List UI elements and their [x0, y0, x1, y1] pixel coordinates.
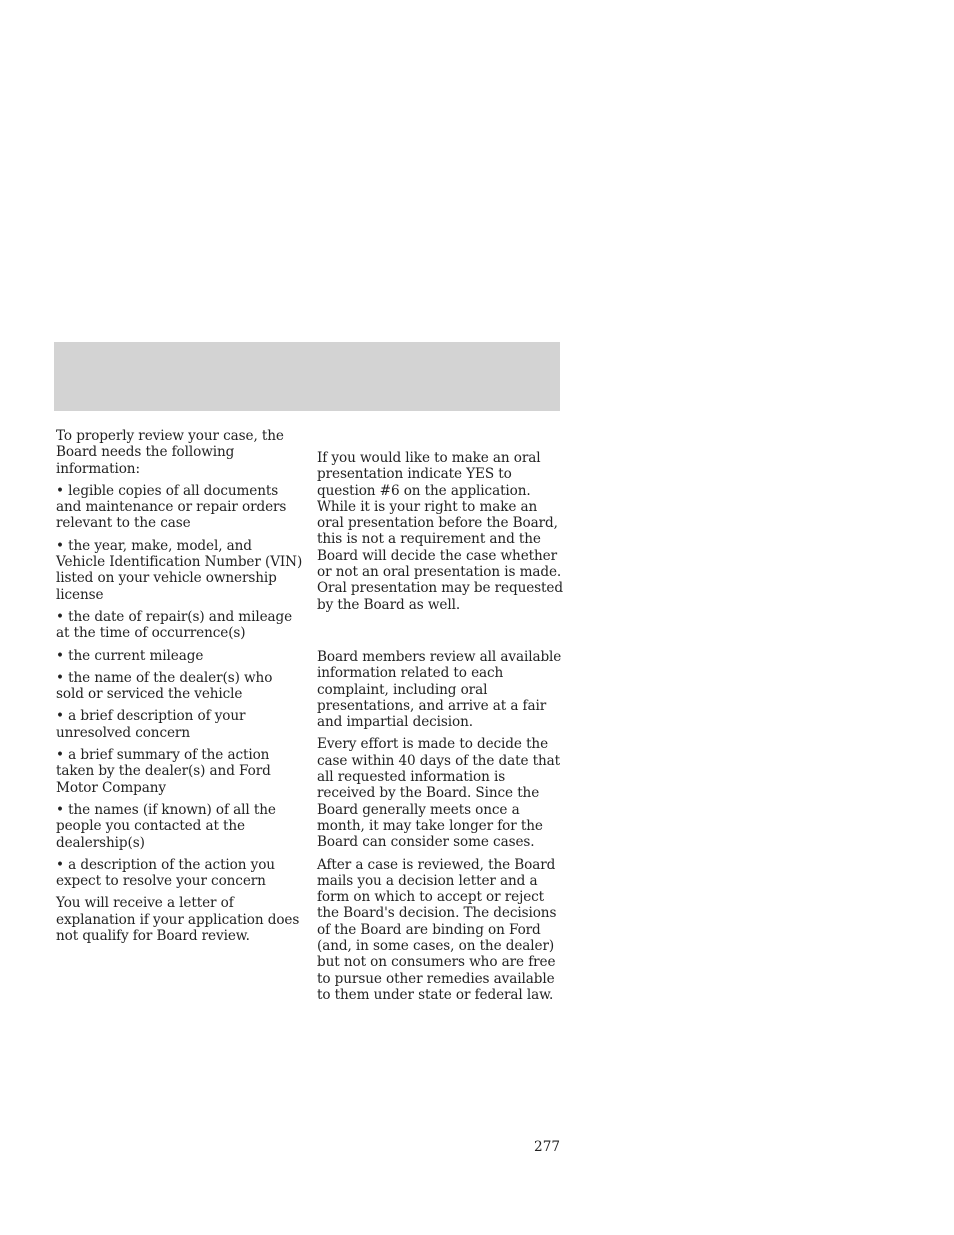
bullet-icon: • — [56, 669, 64, 686]
left-column — [56, 428, 304, 950]
list-item: • the current mileage — [56, 647, 204, 664]
decision-paragraph: After a case is reviewed, the Board mails you a decision letter and a form on which to accept or reject the Board's decision. The decisions of the Board are binding on Ford (and, in some cases, on the dealer) but not on consumers who are free to pursue other remedies available to them under state or federal law. — [317, 856, 557, 1003]
list-item: • the name of the dealer(s) who sold or serviced the vehicle — [56, 669, 273, 703]
list-item: • a brief description of your unresolved concern — [56, 708, 246, 741]
review-paragraph: Board members review all available information related to each complaint, including oral presentations, and arrive at a fair and impartial decision. — [317, 648, 562, 731]
closing-paragraph: You will receive a letter of explanation if your application does not qualify for Board review. — [56, 895, 300, 945]
oral-presentation-paragraph: If you would like to make an oral presentation indicate YES to question #6 on the application. While it is your right to make an oral presentation before the Board, this is not a requirement and the Board will decide the case whether or not an oral presentation is made. Oral presentation may be requested by the Board as well. — [317, 450, 563, 613]
bullet-icon: • — [56, 801, 64, 818]
list-item: • a description of the action you expect to resolve your concern — [56, 856, 275, 890]
bullet-icon: • — [56, 856, 64, 873]
bullet-icon: • — [56, 608, 64, 625]
bullet-icon: • — [56, 482, 64, 499]
list-item: • the date of repair(s) and mileage at the time of occurrence(s) — [56, 608, 293, 642]
intro-paragraph: To properly review your case, the Board needs the following information: — [56, 428, 284, 477]
list-item: • the names (if known) of all the people you contacted at the dealership(s) — [56, 801, 276, 851]
page-number: 277 — [534, 1139, 560, 1155]
bullet-icon: • — [56, 537, 64, 554]
list-item: • the year, make, model, and Vehicle Identification Number (VIN) listed on your vehicle ownership license — [56, 537, 303, 603]
section-header-band — [54, 342, 560, 411]
list-item: • legible copies of all documents and maintenance or repair orders relevant to the case — [56, 482, 287, 532]
section-spacer — [317, 619, 565, 649]
timing-paragraph: Every effort is made to decide the case within 40 days of the date that all requested information is received by the Board. Since the Board generally meets once a month, it may take longer for the Board can consider some cases. — [317, 736, 561, 851]
bullet-icon: • — [56, 747, 64, 764]
bullet-icon: • — [56, 647, 64, 664]
list-item: • a brief summary of the action taken by the dealer(s) and Ford Motor Company — [56, 747, 271, 796]
right-column — [317, 450, 565, 1009]
bullet-icon: • — [56, 708, 64, 725]
